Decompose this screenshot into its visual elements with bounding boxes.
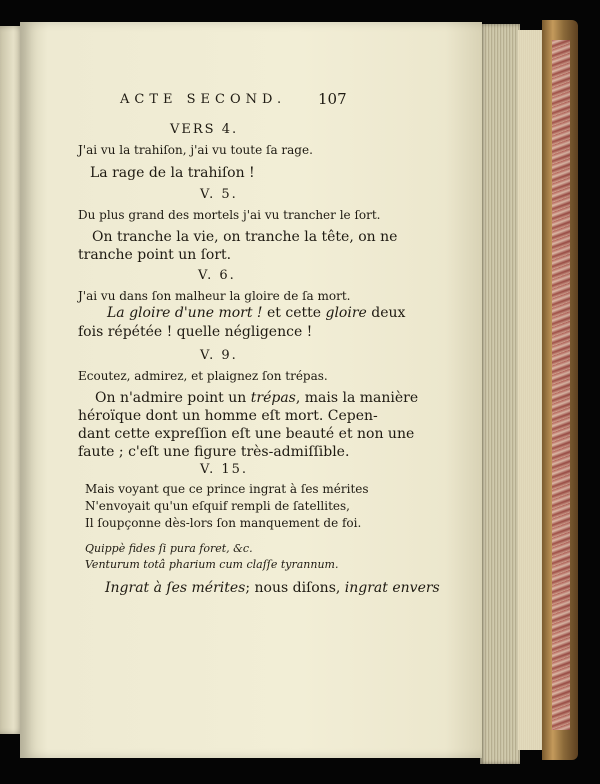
verse-line: Mais voyant que ce prince ingrat à ſes mérites xyxy=(85,482,369,496)
verse-line: J'ai vu la trahiſon, j'ai vu toute ſa rage. xyxy=(78,143,313,157)
commentary-line: héroïque dont un homme eſt mort. Cepen- xyxy=(78,408,378,424)
text-run: et cette xyxy=(262,305,326,321)
commentary-line xyxy=(105,580,440,596)
verse-heading: V. 15. xyxy=(200,462,249,477)
commentary-line: tranche point un ſort. xyxy=(78,247,232,263)
italic-word: trépas xyxy=(250,390,296,406)
commentary-line: On tranche la vie, on tranche la tête, on ne xyxy=(92,229,398,245)
page-block-edge-outer xyxy=(518,30,544,750)
italic-phrase: La gloire d'une mort ! xyxy=(107,305,263,321)
page-block-edge xyxy=(480,24,520,764)
verse-heading: VERS 4. xyxy=(170,122,239,137)
italic-phrase: ingrat envers xyxy=(344,580,440,596)
verse-line: Du plus grand des mortels j'ai vu trancher le ſort. xyxy=(78,208,381,222)
text-run: deux xyxy=(366,305,406,321)
verse-heading: V. 5. xyxy=(200,187,238,202)
latin-quote-line: Quippè fides ſi pura foret, &c. xyxy=(85,542,253,555)
marbled-cover-edge xyxy=(552,40,570,730)
page-number: 107 xyxy=(318,90,347,108)
italic-word: gloire xyxy=(325,305,367,321)
commentary-line: La rage de la trahiſon ! xyxy=(90,165,255,181)
commentary-line xyxy=(95,390,418,406)
commentary-line: faute ; c'eſt une figure très-admiſſible. xyxy=(78,444,350,460)
italic-phrase: Ingrat à ſes mérites xyxy=(105,580,246,596)
verse-heading: V. 9. xyxy=(200,348,238,363)
verse-line: N'envoyait qu'un eſquif rempli de ſatellites, xyxy=(85,499,350,513)
verse-line: J'ai vu dans ſon malheur la gloire de ſa mort. xyxy=(78,289,351,303)
verse-heading: V. 6. xyxy=(198,268,236,283)
text-run: , mais la manière xyxy=(295,390,419,406)
running-head: ACTE SECOND. xyxy=(120,92,287,107)
latin-quote-line: Venturum totâ pharium cum claſſe tyrannum. xyxy=(85,558,339,571)
commentary-line: fois répétée ! quelle négligence ! xyxy=(78,324,313,340)
commentary-line: dant cette expreſſion eſt une beauté et non une xyxy=(78,426,415,442)
commentary-line xyxy=(107,305,405,321)
text-run: ; nous diſons, xyxy=(245,580,345,596)
text-run: On n'admire point un xyxy=(95,390,251,406)
verse-line: Ecoutez, admirez, et plaignez ſon trépas. xyxy=(78,369,328,383)
verse-line: Il ſoupçonne dès-lors ſon manquement de foi. xyxy=(85,516,362,530)
